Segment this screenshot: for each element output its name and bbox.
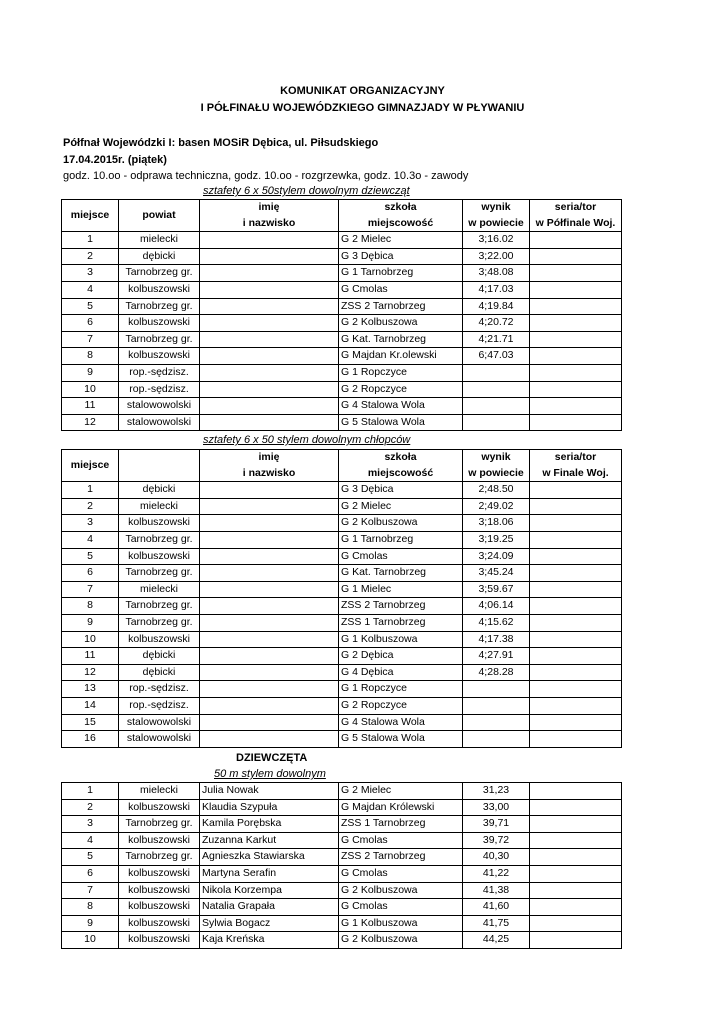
- row-place: 3: [62, 265, 119, 282]
- row-result: [463, 681, 530, 698]
- row-place: 1: [62, 482, 119, 499]
- row-series: [530, 816, 622, 833]
- row-county: kolbuszowski: [119, 832, 200, 849]
- row-result: 40,30: [463, 849, 530, 866]
- row-school: G Cmolas: [339, 832, 463, 849]
- row-place: 4: [62, 531, 119, 548]
- col-header-school: szkoła: [339, 450, 463, 466]
- row-name: [200, 498, 339, 515]
- row-county: Tarnobrzeg gr.: [119, 598, 200, 615]
- row-result: 4;17.38: [463, 631, 530, 648]
- row-place: 3: [62, 816, 119, 833]
- row-county: dębicki: [119, 664, 200, 681]
- table-row: [62, 482, 622, 499]
- row-county: dębicki: [119, 248, 200, 265]
- row-place: 8: [62, 899, 119, 916]
- row-result: [463, 714, 530, 731]
- table3-caption: 50 m stylem dowolnym: [214, 768, 326, 780]
- schedule-line: godz. 10.oo - odprawa techniczna, godz. 10.oo - rozgrzewka, godz. 10.3o - zawody: [63, 170, 469, 182]
- table-row: [62, 331, 622, 348]
- row-series: [530, 398, 622, 415]
- document-title: KOMUNIKAT ORGANIZACYJNY: [280, 85, 445, 97]
- row-place: 2: [62, 248, 119, 265]
- venue-line: Półfnał Wojewódzki I: basen MOSiR Dębica, ul. Piłsudskiego: [63, 137, 379, 149]
- row-series: [530, 932, 622, 949]
- row-result: [463, 364, 530, 381]
- row-series: [530, 248, 622, 265]
- row-school: ZSS 2 Tarnobrzeg: [339, 598, 463, 615]
- row-result: 4;27.91: [463, 648, 530, 665]
- table-row: [62, 849, 622, 866]
- row-place: 5: [62, 298, 119, 315]
- row-place: 5: [62, 548, 119, 565]
- row-school: G 2 Kolbuszowa: [339, 882, 463, 899]
- table-row: [62, 714, 622, 731]
- boys-relay-table: [61, 449, 622, 748]
- row-place: 2: [62, 498, 119, 515]
- table-row: [62, 832, 622, 849]
- row-county: stalowowolski: [119, 398, 200, 415]
- row-school: G 1 Mielec: [339, 581, 463, 598]
- row-county: rop.-sędzisz.: [119, 681, 200, 698]
- row-county: stalowowolski: [119, 731, 200, 748]
- row-name: [200, 664, 339, 681]
- row-place: 7: [62, 331, 119, 348]
- row-county: stalowowolski: [119, 714, 200, 731]
- row-place: 6: [62, 865, 119, 882]
- row-place: 9: [62, 614, 119, 631]
- row-county: Tarnobrzeg gr.: [119, 816, 200, 833]
- row-place: 9: [62, 364, 119, 381]
- row-result: 4;15.62: [463, 614, 530, 631]
- row-result: 31,23: [463, 783, 530, 800]
- col-header-school-2: miejscowość: [339, 216, 463, 232]
- col-header-name: imię: [200, 450, 339, 466]
- row-school: G Cmolas: [339, 548, 463, 565]
- row-county: rop.-sędzisz.: [119, 697, 200, 714]
- col-header-result: wynik: [463, 200, 530, 216]
- row-school: ZSS 2 Tarnobrzeg: [339, 849, 463, 866]
- row-county: kolbuszowski: [119, 281, 200, 298]
- row-place: 10: [62, 381, 119, 398]
- row-name: [200, 265, 339, 282]
- row-name: [200, 482, 339, 499]
- row-series: [530, 348, 622, 365]
- row-school: G 2 Mielec: [339, 498, 463, 515]
- table-row: [62, 799, 622, 816]
- table-row: [62, 498, 622, 515]
- row-series: [530, 915, 622, 932]
- row-school: G Cmolas: [339, 281, 463, 298]
- row-series: [530, 364, 622, 381]
- girls-relay-table: [61, 199, 622, 431]
- row-school: G 1 Ropczyce: [339, 364, 463, 381]
- row-name: [200, 331, 339, 348]
- row-result: [463, 398, 530, 415]
- table-row: [62, 648, 622, 665]
- table-row: [62, 581, 622, 598]
- row-school: G 4 Dębica: [339, 664, 463, 681]
- row-result: 39,72: [463, 832, 530, 849]
- table-row: [62, 731, 622, 748]
- table-row: [62, 614, 622, 631]
- row-result: 3;16.02: [463, 232, 530, 249]
- row-result: 2;49.02: [463, 498, 530, 515]
- row-series: [530, 548, 622, 565]
- row-name: [200, 248, 339, 265]
- row-result: 3;19.25: [463, 531, 530, 548]
- row-series: [530, 331, 622, 348]
- row-series: [530, 581, 622, 598]
- row-school: G 2 Kolbuszowa: [339, 515, 463, 532]
- row-place: 7: [62, 581, 119, 598]
- row-result: 3;22.00: [463, 248, 530, 265]
- row-name: Julia Nowak: [200, 783, 339, 800]
- row-result: 4;28.28: [463, 664, 530, 681]
- row-name: [200, 581, 339, 598]
- row-school: G 3 Dębica: [339, 248, 463, 265]
- table-row: [62, 515, 622, 532]
- col-header-series-2: w Półfinale Woj.: [530, 216, 622, 232]
- document-subtitle: I PÓŁFINAŁU WOJEWÓDZKIEGO GIMNAZJADY W PŁYWANIU: [200, 102, 525, 114]
- row-name: Kaja Kreńska: [200, 932, 339, 949]
- row-series: [530, 482, 622, 499]
- row-place: 11: [62, 648, 119, 665]
- row-place: 12: [62, 414, 119, 431]
- table-row: [62, 548, 622, 565]
- table1-caption: sztafety 6 x 50stylem dowolnym dziewcząt: [203, 185, 410, 197]
- row-county: kolbuszowski: [119, 882, 200, 899]
- row-county: Tarnobrzeg gr.: [119, 331, 200, 348]
- col-header-series-2: w Finale Woj.: [530, 466, 622, 482]
- row-school: G 1 Kolbuszowa: [339, 631, 463, 648]
- row-series: [530, 832, 622, 849]
- col-header-county: powiat: [119, 200, 200, 232]
- table-row: [62, 414, 622, 431]
- row-school: G Kat. Tarnobrzeg: [339, 331, 463, 348]
- row-result: [463, 697, 530, 714]
- table-row: [62, 232, 622, 249]
- col-header-county: [119, 450, 200, 482]
- table-row: [62, 816, 622, 833]
- row-place: 14: [62, 697, 119, 714]
- row-county: kolbuszowski: [119, 932, 200, 949]
- row-name: [200, 531, 339, 548]
- row-school: G 5 Stalowa Wola: [339, 731, 463, 748]
- row-county: kolbuszowski: [119, 348, 200, 365]
- row-name: [200, 414, 339, 431]
- row-name: [200, 381, 339, 398]
- col-header-name: imię: [200, 200, 339, 216]
- row-place: 8: [62, 348, 119, 365]
- row-county: kolbuszowski: [119, 899, 200, 916]
- row-result: 3;18.06: [463, 515, 530, 532]
- table-row: [62, 598, 622, 615]
- row-school: G 2 Kolbuszowa: [339, 932, 463, 949]
- row-name: [200, 681, 339, 698]
- row-name: [200, 348, 339, 365]
- row-place: 13: [62, 681, 119, 698]
- row-county: dębicki: [119, 648, 200, 665]
- row-name: Nikola Korzempa: [200, 882, 339, 899]
- row-series: [530, 882, 622, 899]
- row-series: [530, 414, 622, 431]
- col-header-series: seria/tor: [530, 200, 622, 216]
- row-result: 41,22: [463, 865, 530, 882]
- table-row: [62, 315, 622, 332]
- row-result: 41,75: [463, 915, 530, 932]
- row-county: mielecki: [119, 783, 200, 800]
- row-county: mielecki: [119, 581, 200, 598]
- row-series: [530, 232, 622, 249]
- row-school: G 2 Kolbuszowa: [339, 315, 463, 332]
- row-result: [463, 381, 530, 398]
- col-header-result: wynik: [463, 450, 530, 466]
- row-result: 4;06.14: [463, 598, 530, 615]
- table-row: [62, 348, 622, 365]
- row-county: kolbuszowski: [119, 915, 200, 932]
- row-school: G 4 Stalowa Wola: [339, 714, 463, 731]
- row-school: G 2 Ropczyce: [339, 381, 463, 398]
- row-series: [530, 731, 622, 748]
- row-school: ZSS 1 Tarnobrzeg: [339, 614, 463, 631]
- table-row: [62, 882, 622, 899]
- row-county: Tarnobrzeg gr.: [119, 265, 200, 282]
- row-series: [530, 265, 622, 282]
- row-result: 39,71: [463, 816, 530, 833]
- row-school: G Cmolas: [339, 899, 463, 916]
- row-county: Tarnobrzeg gr.: [119, 849, 200, 866]
- row-school: ZSS 2 Tarnobrzeg: [339, 298, 463, 315]
- row-place: 11: [62, 398, 119, 415]
- row-place: 10: [62, 631, 119, 648]
- row-series: [530, 614, 622, 631]
- row-county: kolbuszowski: [119, 315, 200, 332]
- row-name: Natalia Grapała: [200, 899, 339, 916]
- row-school: G 2 Mielec: [339, 783, 463, 800]
- row-series: [530, 498, 622, 515]
- row-county: kolbuszowski: [119, 548, 200, 565]
- table-row: [62, 565, 622, 582]
- row-name: [200, 565, 339, 582]
- row-result: 3;48.08: [463, 265, 530, 282]
- row-result: 41,60: [463, 899, 530, 916]
- row-county: dębicki: [119, 482, 200, 499]
- row-name: [200, 697, 339, 714]
- row-place: 15: [62, 714, 119, 731]
- col-header-result-2: w powiecie: [463, 466, 530, 482]
- col-header-place: miejsce: [62, 450, 119, 482]
- row-place: 6: [62, 565, 119, 582]
- row-series: [530, 515, 622, 532]
- row-name: [200, 714, 339, 731]
- col-header-name-2: i nazwisko: [200, 216, 339, 232]
- row-place: 9: [62, 915, 119, 932]
- row-result: 4;17.03: [463, 281, 530, 298]
- row-result: 41,38: [463, 882, 530, 899]
- row-series: [530, 565, 622, 582]
- row-name: [200, 364, 339, 381]
- row-name: [200, 398, 339, 415]
- row-name: [200, 515, 339, 532]
- row-school: G 2 Ropczyce: [339, 697, 463, 714]
- col-header-place: miejsce: [62, 200, 119, 232]
- row-county: kolbuszowski: [119, 865, 200, 882]
- row-series: [530, 631, 622, 648]
- row-place: 12: [62, 664, 119, 681]
- row-series: [530, 281, 622, 298]
- row-result: 4;19.84: [463, 298, 530, 315]
- row-place: 6: [62, 315, 119, 332]
- row-result: 44,25: [463, 932, 530, 949]
- row-county: Tarnobrzeg gr.: [119, 298, 200, 315]
- row-series: [530, 598, 622, 615]
- row-result: 3;59.67: [463, 581, 530, 598]
- row-result: [463, 414, 530, 431]
- row-school: G 1 Ropczyce: [339, 681, 463, 698]
- row-school: ZSS 1 Tarnobrzeg: [339, 816, 463, 833]
- girls-50m-table: [61, 782, 622, 949]
- table-row: [62, 783, 622, 800]
- row-name: [200, 614, 339, 631]
- date-line: 17.04.2015r. (piątek): [63, 154, 167, 166]
- table-row: [62, 298, 622, 315]
- row-county: rop.-sędzisz.: [119, 381, 200, 398]
- col-header-school-2: miejscowość: [339, 466, 463, 482]
- row-name: Agnieszka Stawiarska: [200, 849, 339, 866]
- table-row: [62, 364, 622, 381]
- row-school: G 3 Dębica: [339, 482, 463, 499]
- row-series: [530, 681, 622, 698]
- row-place: 16: [62, 731, 119, 748]
- row-county: Tarnobrzeg gr.: [119, 565, 200, 582]
- row-place: 1: [62, 783, 119, 800]
- row-county: kolbuszowski: [119, 799, 200, 816]
- row-name: [200, 648, 339, 665]
- row-place: 2: [62, 799, 119, 816]
- row-series: [530, 697, 622, 714]
- table-row: [62, 265, 622, 282]
- table-row: [62, 248, 622, 265]
- row-school: G 1 Tarnobrzeg: [339, 531, 463, 548]
- table-row: [62, 932, 622, 949]
- table-row: [62, 899, 622, 916]
- row-place: 7: [62, 882, 119, 899]
- row-name: [200, 548, 339, 565]
- row-place: 1: [62, 232, 119, 249]
- row-county: kolbuszowski: [119, 515, 200, 532]
- table2-caption: sztafety 6 x 50 stylem dowolnym chłopców: [203, 434, 411, 446]
- table-row: [62, 398, 622, 415]
- col-header-name-2: i nazwisko: [200, 466, 339, 482]
- row-school: G 1 Kolbuszowa: [339, 915, 463, 932]
- table-row: [62, 681, 622, 698]
- row-result: 6;47.03: [463, 348, 530, 365]
- row-result: 3;45.24: [463, 565, 530, 582]
- row-school: G Kat. Tarnobrzeg: [339, 565, 463, 582]
- table-row: [62, 381, 622, 398]
- row-series: [530, 531, 622, 548]
- row-county: Tarnobrzeg gr.: [119, 614, 200, 631]
- row-county: stalowowolski: [119, 414, 200, 431]
- row-school: G 4 Stalowa Wola: [339, 398, 463, 415]
- row-place: 3: [62, 515, 119, 532]
- row-school: G 5 Stalowa Wola: [339, 414, 463, 431]
- row-school: G 2 Dębica: [339, 648, 463, 665]
- table-row: [62, 664, 622, 681]
- row-series: [530, 315, 622, 332]
- row-series: [530, 783, 622, 800]
- row-name: [200, 298, 339, 315]
- row-series: [530, 298, 622, 315]
- table-row: [62, 531, 622, 548]
- row-name: [200, 281, 339, 298]
- col-header-school: szkoła: [339, 200, 463, 216]
- row-school: G 1 Tarnobrzeg: [339, 265, 463, 282]
- row-series: [530, 664, 622, 681]
- row-place: 4: [62, 281, 119, 298]
- row-result: [463, 731, 530, 748]
- row-county: Tarnobrzeg gr.: [119, 531, 200, 548]
- row-result: 4;20.72: [463, 315, 530, 332]
- row-result: 33,00: [463, 799, 530, 816]
- row-name: Klaudia Szypuła: [200, 799, 339, 816]
- row-name: Zuzanna Karkut: [200, 832, 339, 849]
- row-school: G Majdan Kr.olewski: [339, 348, 463, 365]
- table-row: [62, 281, 622, 298]
- row-series: [530, 714, 622, 731]
- row-name: Sylwia Bogacz: [200, 915, 339, 932]
- row-county: mielecki: [119, 232, 200, 249]
- row-place: 8: [62, 598, 119, 615]
- row-name: [200, 598, 339, 615]
- row-series: [530, 849, 622, 866]
- row-county: rop.-sędzisz.: [119, 364, 200, 381]
- col-header-result-2: w powiecie: [463, 216, 530, 232]
- row-name: [200, 731, 339, 748]
- row-series: [530, 799, 622, 816]
- table-row: [62, 865, 622, 882]
- row-name: Kamila Porębska: [200, 816, 339, 833]
- row-place: 10: [62, 932, 119, 949]
- row-school: G 2 Mielec: [339, 232, 463, 249]
- row-result: 2;48.50: [463, 482, 530, 499]
- table-row: [62, 631, 622, 648]
- row-school: G Majdan Królewski: [339, 799, 463, 816]
- row-county: mielecki: [119, 498, 200, 515]
- row-series: [530, 381, 622, 398]
- row-result: 3;24.09: [463, 548, 530, 565]
- row-name: [200, 232, 339, 249]
- row-series: [530, 899, 622, 916]
- row-name: Martyna Serafin: [200, 865, 339, 882]
- row-place: 4: [62, 832, 119, 849]
- row-series: [530, 648, 622, 665]
- row-name: [200, 631, 339, 648]
- row-school: G Cmolas: [339, 865, 463, 882]
- row-result: 4;21.71: [463, 331, 530, 348]
- row-name: [200, 315, 339, 332]
- table-row: [62, 915, 622, 932]
- col-header-series: seria/tor: [530, 450, 622, 466]
- row-place: 5: [62, 849, 119, 866]
- section-title-girls: DZIEWCZĘTA: [236, 752, 308, 764]
- table-row: [62, 697, 622, 714]
- row-county: kolbuszowski: [119, 631, 200, 648]
- row-series: [530, 865, 622, 882]
